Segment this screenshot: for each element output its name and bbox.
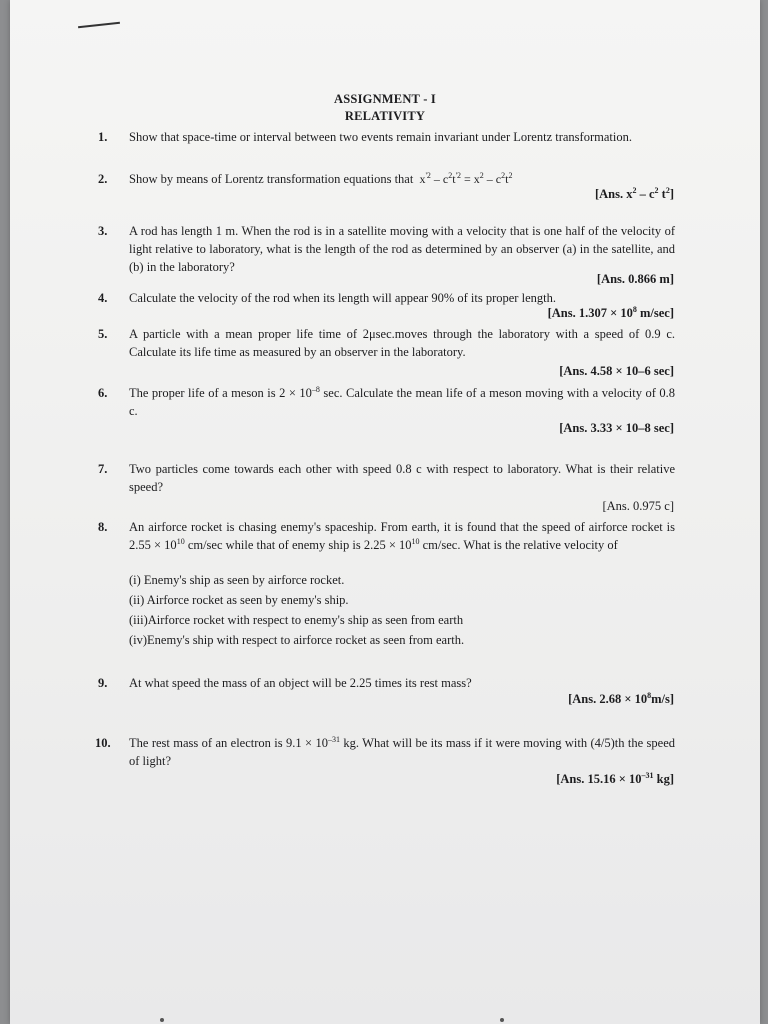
answer-7: [Ans. 0.975 c] <box>602 499 674 513</box>
question-number: 10. <box>95 736 111 750</box>
question-text: Show that space-time or interval between two events remain invariant under Lorentz transformation. <box>129 130 632 144</box>
page-title: ASSIGNMENT - I <box>334 92 436 106</box>
equation-render: $x^{'2} - c^2t^{'2} = x^2 - c^2t^2$ <box>416 171 513 186</box>
subpart-iii: (iii)Airforce rocket with respect to enemy's ship as seen from earth <box>129 613 464 627</box>
answer-3: [Ans. 0.866 m] <box>596 272 674 286</box>
speck-mark <box>160 1018 164 1022</box>
question-number: 4. <box>98 291 108 305</box>
question-text: Two particles come towards each other with speed 0.8 c with respect to laboratory. What is their relative speed? <box>129 462 675 494</box>
answer-9: [Ans. $2.68 \times 10^8m/s$] <box>568 691 674 706</box>
question-text: At what speed the mass of an object will be 2.25 times its rest mass? <box>129 676 472 690</box>
question-number: 8. <box>98 520 108 534</box>
question-number: 5. <box>98 327 108 341</box>
question-number: 6. <box>98 386 108 400</box>
pen-mark <box>78 22 120 28</box>
subpart-iv: (iv)Enemy's ship with respect to airforce rocket as seen from earth. <box>129 633 465 647</box>
answer-10: [Ans. $15.16 \times 10^{-31}$ kg] <box>556 771 674 786</box>
question-text: A rod has length 1 m. When the rod is in a satellite moving with a velocity that is one half of the velocity of light relative to laboratory, what is the length of the rod as determined by an observer (a) in the satellite, and (b) in the laboratory? <box>129 224 675 274</box>
answer-5: [Ans. 4.58 × 10–6 sec] <box>559 364 674 378</box>
subpart-ii: (ii) Airforce rocket as seen by enemy's ship. <box>129 593 349 607</box>
subpart-i: (i) Enemy's ship as seen by airforce rocket. <box>129 573 345 587</box>
page-subtitle: RELATIVITY <box>344 109 426 123</box>
question-number: 2. <box>98 172 108 186</box>
question-text: A particle with a mean proper life time of 2μsec.moves through the laboratory with a speed of 0.9 c. Calculate its life time as measured by an observer in the laboratory. <box>129 327 675 359</box>
speck-mark <box>500 1018 504 1022</box>
question-number: 9. <box>98 676 108 690</box>
question-number: 7. <box>98 462 108 476</box>
question-text: Calculate the velocity of the rod when its length will appear 90% of its proper length. <box>129 291 556 305</box>
answer-2: [Ans. $x^2 - c^2$ $t^2$] <box>594 186 674 201</box>
answer-6: [Ans. 3.33 × 10–8 sec] <box>559 421 674 435</box>
assignment-page: ASSIGNMENT - I RELATIVITY 1. Show that space-time or interval between two events remain invariant under Lorentz transformation. 2. Show by means of Lorentz transformation equations that $x^{'2} - c^2t^{'2} = x^2 - c^2t^2$ [Ans. $x^2 - c^2$ $t^2$] 3. A rod has length 1 m. When the rod is in a satellite moving with a velocity that is one half of the velocity of light relative to laboratory, what is the length of the rod as determined by an observer (a) in the satellite, and (b) in the laboratory? [Ans. 0.866 m] 4. Calculate the velocity of the rod when its length will appear 90% of its proper length. [Ans. $1.307 \times 10^8$ m/sec] 5. A particle with a mean proper life time of 2μsec.moves through the laboratory with a speed of 0.9 c. Calculate its life time as measured by an observer in the laboratory. [Ans. 4.58 × 10–6 sec] 6. The proper life of a meson is $2 \times 10^{-8}$ sec. Calculate the mean life of a meson moving with a velocity of 0.8 c. [Ans. 3.33 × 10–8 sec] 7. Two particles come towards each other with speed 0.8 c with respect to laboratory. What is their relative speed? [Ans. 0.975 c] 8. An airforce rocket is chasing enemy's spaceship. From earth, it is found that the speed of airforce rocket is $2.55 \times 10^{10}$ cm/sec while that of enemy ship is $2.25 \times 10^{10}$ cm/sec. What is the relative velocity of (i) Enemy's ship as seen by airforce rocket. (ii) Airforce rocket as seen by enemy's ship. (iii)Airforce rocket with respect to enemy's ship as seen from earth (iv)Enemy's ship with respect to airforce rocket as seen from earth. 9. At what speed the mass of an object will be 2.25 times its rest mass? [Ans. $2.68 \times 10^8m/s$] 10. The rest mass of an electron is $9.1 \times 10^{-31}$ kg. What will be its mass if it were moving with (4/5)th the speed of light? [Ans. $15.16 \times 10^{-31}$ kg] <box>10 0 760 1024</box>
question-number: 3. <box>98 224 108 238</box>
answer-4: [Ans. $1.307 \times 10^8$ m/sec] <box>547 305 674 320</box>
question-number: 1. <box>98 130 108 144</box>
question-text: Show by means of Lorentz transformation equations that <box>129 172 414 186</box>
